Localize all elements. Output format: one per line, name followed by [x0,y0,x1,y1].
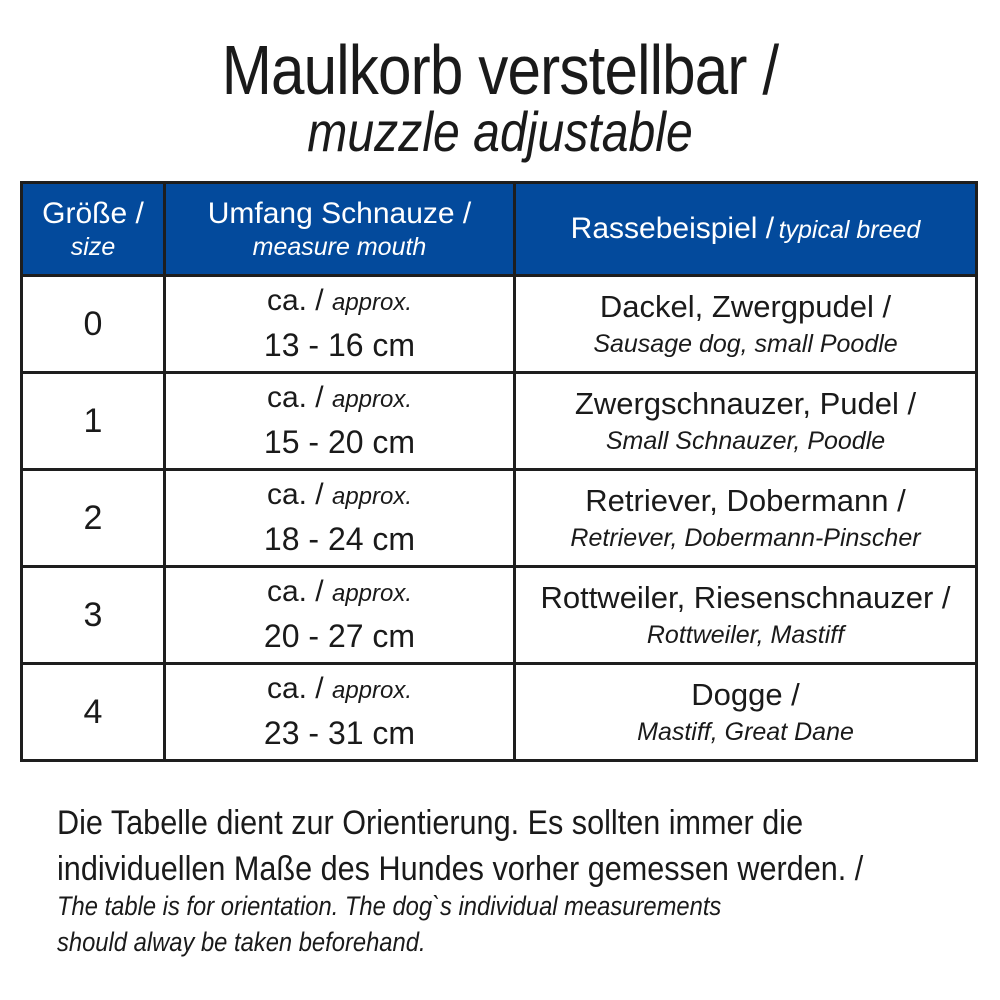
mouth-cell: ca. / approx. 20 - 27 cm [165,567,515,664]
table-row [22,276,977,373]
size-table [20,181,978,762]
mouth-cell: ca. / approx. 13 - 16 cm [165,276,515,373]
page-subtitle: muzzle adjustable [307,100,693,163]
table-row [22,373,977,470]
note-english: The table is for orientation. The dog`s individual measurements should alway be taken beforehand. [57,891,722,957]
table-row [22,567,977,664]
mouth-cell: ca. / approx. 15 - 20 cm [165,373,515,470]
breed-cell: Retriever, Dobermann / Retriever, Dobermann-Pinscher [515,470,977,567]
header-mouth: Umfang Schnauze / measure mouth [165,183,515,276]
table-row [22,664,977,761]
table-row [22,470,977,567]
size-cell: 0 [22,276,165,373]
breed-cell: Rottweiler, Riesenschnauzer / Rottweiler, Mastiff [515,567,977,664]
breed-cell: Zwergschnauzer, Pudel / Small Schnauzer, Poodle [515,373,977,470]
size-cell: 2 [22,470,165,567]
note-german: Die Tabelle dient zur Orientierung. Es sollten immer die individuellen Maße des Hundes vorher gemessen werden. / [57,804,864,888]
mouth-cell: ca. / approx. 18 - 24 cm [165,470,515,567]
table-header-row [22,183,977,276]
size-cell: 1 [22,373,165,470]
header-breed: Rassebeispiel / typical breed [515,183,977,276]
breed-cell: Dogge / Mastiff, Great Dane [515,664,977,761]
size-cell: 4 [22,664,165,761]
mouth-cell: ca. / approx. 23 - 31 cm [165,664,515,761]
breed-cell: Dackel, Zwergpudel / Sausage dog, small Poodle [515,276,977,373]
header-size: Größe / size [22,183,165,276]
page-title: Maulkorb verstellbar / [221,31,779,109]
size-cell: 3 [22,567,165,664]
